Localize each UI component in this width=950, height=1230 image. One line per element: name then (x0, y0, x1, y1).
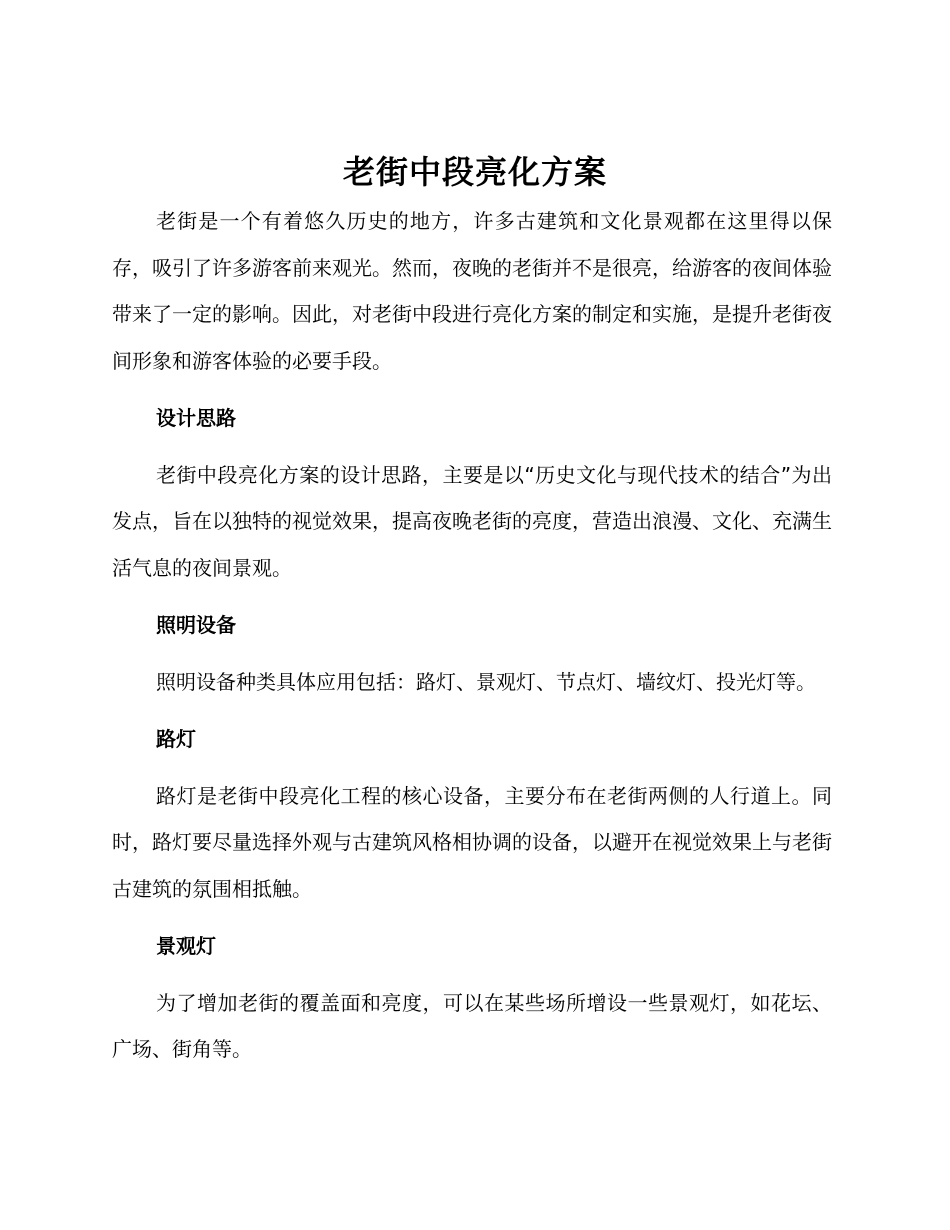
equipment-paragraph: 照明设备种类具体应用包括：路灯、景观灯、节点灯、墙纹灯、投光灯等。 (156, 669, 816, 694)
section-heading-landscape-lamp: 景观灯 (156, 934, 216, 958)
section-heading-design: 设计思路 (156, 406, 236, 430)
section-heading-street-lamp: 路灯 (156, 727, 196, 751)
landscape-lamp-paragraph: 为了增加老街的覆盖面和亮度，可以在某些场所增设一些景观灯，如花坛、广场、街角等。 (112, 990, 832, 1061)
intro-paragraph: 老街是一个有着悠久历史的地方，许多古建筑和文化景观都在这里得以保存，吸引了许多游客前来观光。然而，夜晚的老街并不是很亮，给游客的夜间体验带来了一定的影响。因此，对老街中段进行亮化方案的制定和实施，是提升老街夜间形象和游客体验的必要手段。 (112, 209, 832, 373)
document-title: 老街中段亮化方案 (342, 153, 607, 191)
document-body (112, 198, 832, 1073)
design-paragraph: 老街中段亮化方案的设计思路，主要是以“历史文化与现代技术的结合”为出发点，旨在以独特的视觉效果，提高夜晚老街的亮度，营造出浪漫、文化、充满生活气息的夜间景观。 (112, 462, 832, 580)
section-heading-equipment: 照明设备 (156, 613, 236, 637)
street-lamp-paragraph: 路灯是老街中段亮化工程的核心设备，主要分布在老街两侧的人行道上。同时，路灯要尽量选择外观与古建筑风格相协调的设备，以避开在视觉效果上与老街古建筑的氛围相抵触。 (112, 783, 832, 901)
